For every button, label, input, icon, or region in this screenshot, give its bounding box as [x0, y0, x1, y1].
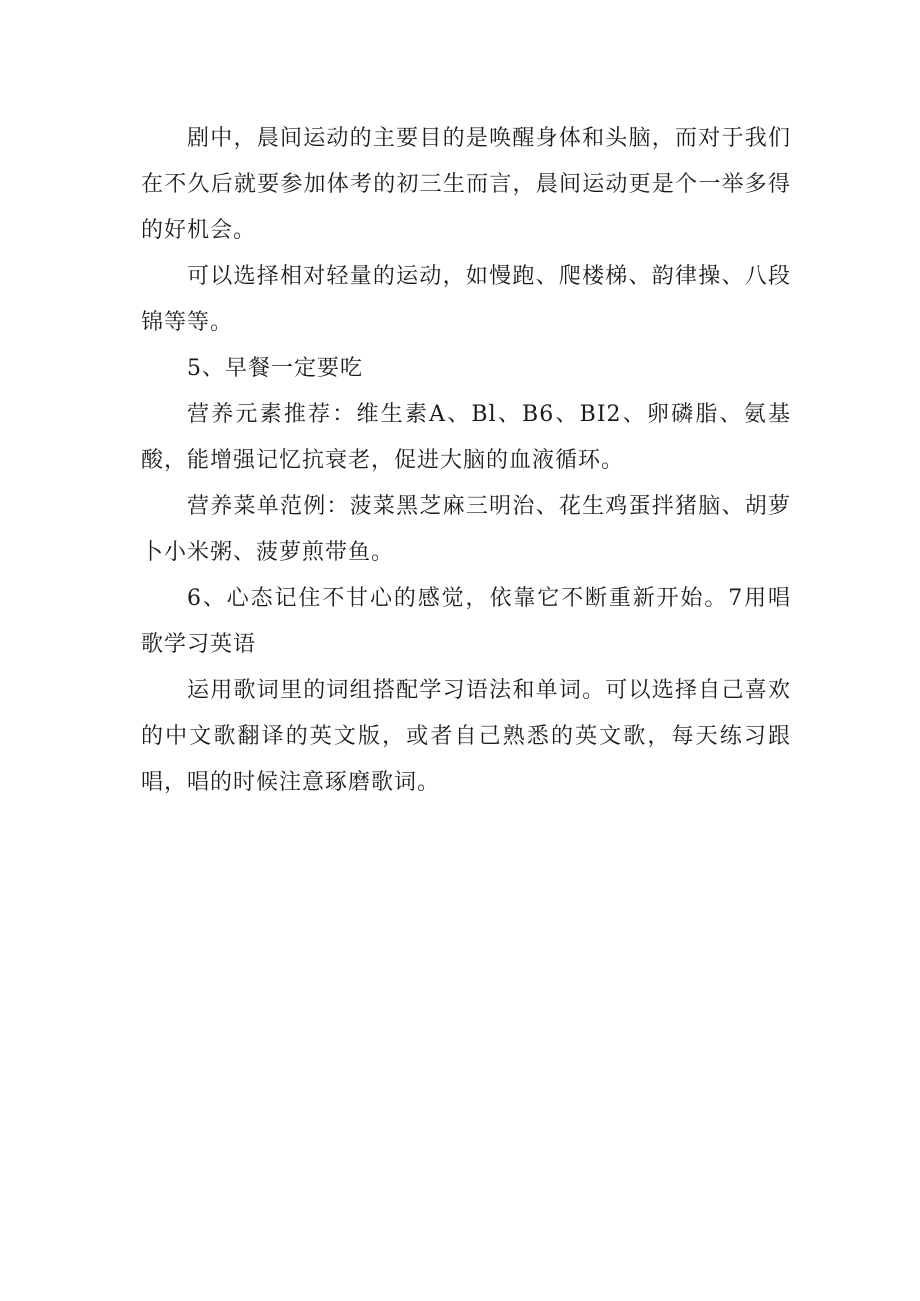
paragraph-nutrients: 营养元素推荐：维生素A、Bl、B6、BI2、卵磷脂、氨基酸，能增强记忆抗衰老，促进大脑的血液循环。: [141, 402, 791, 473]
paragraph-mindset-and-songs: 6、心态记住不甘心的感觉，依靠它不断重新开始。7用唱歌学习英语: [141, 586, 791, 657]
paragraph-exercise-options: 可以选择相对轻量的运动，如慢跑、爬楼梯、韵律操、八段锦等等。: [141, 264, 791, 335]
paragraph-morning-exercise-purpose: 剧中，晨间运动的主要目的是唤醒身体和头脑，而对于我们在不久后就要参加体考的初三生而言，晨间运动更是个一举多得的好机会。: [141, 126, 791, 243]
paragraph-menu-examples: 营养菜单范例：菠菜黑芝麻三明治、花生鸡蛋拌猪脑、胡萝卜小米粥、菠萝煎带鱼。: [141, 494, 791, 565]
heading-breakfast: 5、早餐一定要吃: [187, 356, 363, 381]
paragraph-song-learning: 运用歌词里的词组搭配学习语法和单词。可以选择自己喜欢的中文歌翻译的英文版，或者自己熟悉的英文歌，每天练习跟唱，唱的时候注意琢磨歌词。: [141, 678, 791, 795]
document-body: [141, 116, 791, 806]
